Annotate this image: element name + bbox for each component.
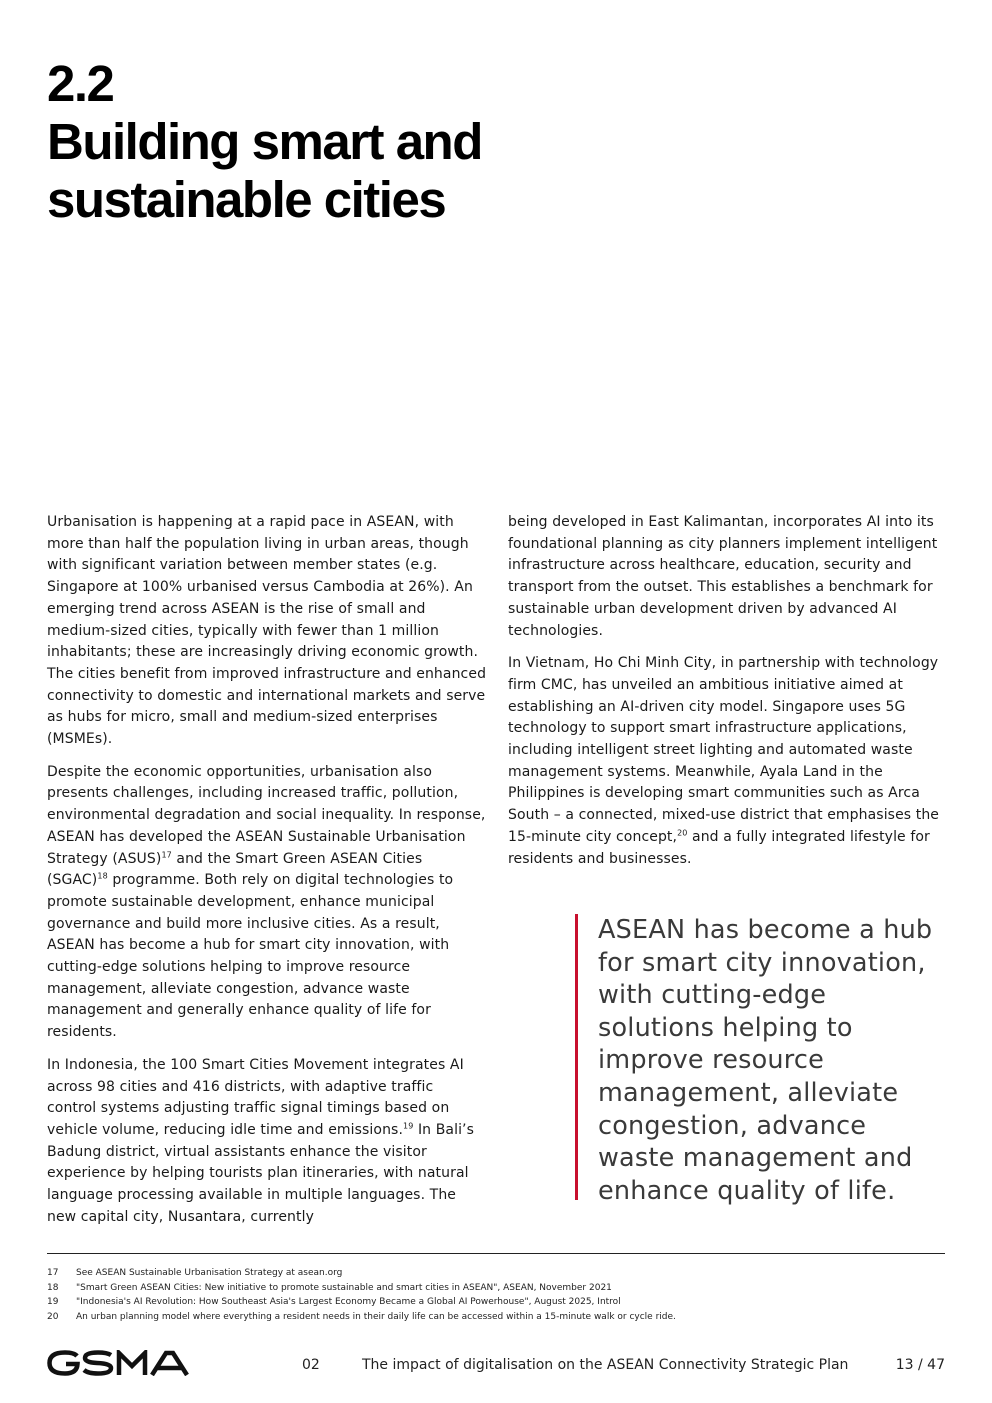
footnote-ref[interactable]: 20 <box>677 828 688 838</box>
section-number-footer: 02 <box>302 1357 320 1373</box>
page-number: 13 / 47 <box>895 1357 945 1373</box>
title-line-1: Building smart and <box>47 113 482 170</box>
footnote <box>47 1281 945 1296</box>
paragraph <box>47 762 487 1044</box>
page-title <box>47 55 482 229</box>
paragraph-text: Despite the economic opportunities, urbanisation also presents challenges, including increased traffic, pollution, environmental degradation and social inequality. In response, ASEAN has developed the ASEAN Sustainable Urbanisation Strategy (ASUS) <box>47 763 486 867</box>
footnote <box>47 1266 945 1281</box>
paragraph: being developed in East Kalimantan, incorporates AI into its foundational planning as city planners implement intelligent infrastructure across healthcare, education, security and transport from the outset. This establishes a benchmark for sustainable urban development driven by advanced AI technologies. <box>508 514 938 639</box>
section-number: 2.2 <box>47 55 114 112</box>
footnote <box>47 1295 945 1310</box>
footnote-number: 20 <box>47 1311 59 1322</box>
footnote-text: See ASEAN Sustainable Urbanisation Strategy at asean.org <box>76 1268 343 1278</box>
paragraph-text: In Vietnam, Ho Chi Minh City, in partnership with technology firm CMC, has unveiled an ambitious initiative aimed at establishing an AI-driven city model. Singapore uses 5G technology to support smart infrastructure applications, including intelligent street lighting and automated waste management systems. Meanwhile, Ayala Land in the Philippines is developing smart communities such as Arca South – a connected, mixed-use district that emphasises the 15-minute city concept, <box>508 655 940 845</box>
paragraph <box>508 653 948 870</box>
document-title: The impact of digitalisation on the ASEAN Connectivity Strategic Plan <box>362 1357 849 1373</box>
paragraph <box>47 1055 487 1229</box>
left-column <box>47 512 487 1240</box>
paragraph-text: In Bali’s Badung district, virtual assistants enhance the visitor experience by helping tourists plan itineraries, with natural language processing available in multiple languages. The new capital city, Nusantara, currently <box>47 1121 474 1225</box>
title-line-2: sustainable cities <box>47 171 446 228</box>
footnote-text: "Smart Green ASEAN Cities: New initiative to promote sustainable and smart cities in ASEAN", ASEAN, November 2021 <box>76 1282 612 1293</box>
footnote-text: An urban planning model where everything a resident needs in their daily life can be accessed within a 15-minute walk or cycle ride. <box>76 1311 676 1322</box>
gsma-logo-icon <box>47 1350 199 1376</box>
footnote-number: 19 <box>47 1297 59 1308</box>
paragraph-text: In Indonesia, the 100 Smart Cities Movement integrates AI across 98 cities and 416 districts, with adaptive traffic control systems adjusting traffic signal timings based on vehicle volume, reducing idle time and emissions. <box>47 1056 464 1138</box>
footnote-number: 18 <box>47 1282 59 1293</box>
footnote-text: "Indonesia's AI Revolution: How Southeast Asia's Largest Economy Became a Global AI Powerhouse", August 2025, Introl <box>76 1297 621 1308</box>
footnotes <box>47 1266 945 1324</box>
footnote-divider <box>47 1253 945 1254</box>
footnote-ref[interactable]: 19 <box>403 1121 414 1131</box>
paragraph-text: and a fully integrated lifestyle for residents and businesses. <box>508 828 930 867</box>
pull-quote: ASEAN has become a hub for smart city innovation, with cutting-edge solutions helping to improve resource management, alleviate congestion, advance waste management and enhance quality of life. <box>575 914 947 1200</box>
footnote-ref[interactable]: 18 <box>97 871 108 881</box>
paragraph-text: and the Smart Green ASEAN Cities (SGAC) <box>47 850 423 889</box>
paragraph-text: programme. Both rely on digital technologies to promote sustainable development, enhance municipal governance and build more inclusive cities. As a result, ASEAN has become a hub for smart city innovation, with cutting-edge solutions helping to improve resource management, alleviate congestion, advance waste management and generally enhance quality of life for residents. <box>47 872 454 1041</box>
footnote <box>47 1310 945 1325</box>
footnote-ref[interactable]: 17 <box>161 849 172 859</box>
page-footer <box>47 1348 945 1378</box>
right-column <box>508 512 948 881</box>
footnote-number: 17 <box>47 1268 59 1278</box>
paragraph: Urbanisation is happening at a rapid pace in ASEAN, with more than half the population living in urban areas, though with significant variation between member states (e.g. Singapore at 100% urbanised versus Cambodia at 26%). An emerging trend across ASEAN is the rise of small and medium-sized cities, typically with fewer than 1 million inhabitants; these are increasingly driving economic growth. The cities benefit from improved infrastructure and enhanced connectivity to domestic and international markets and serve as hubs for micro, small and medium-sized enterprises (MSMEs). <box>47 514 487 748</box>
